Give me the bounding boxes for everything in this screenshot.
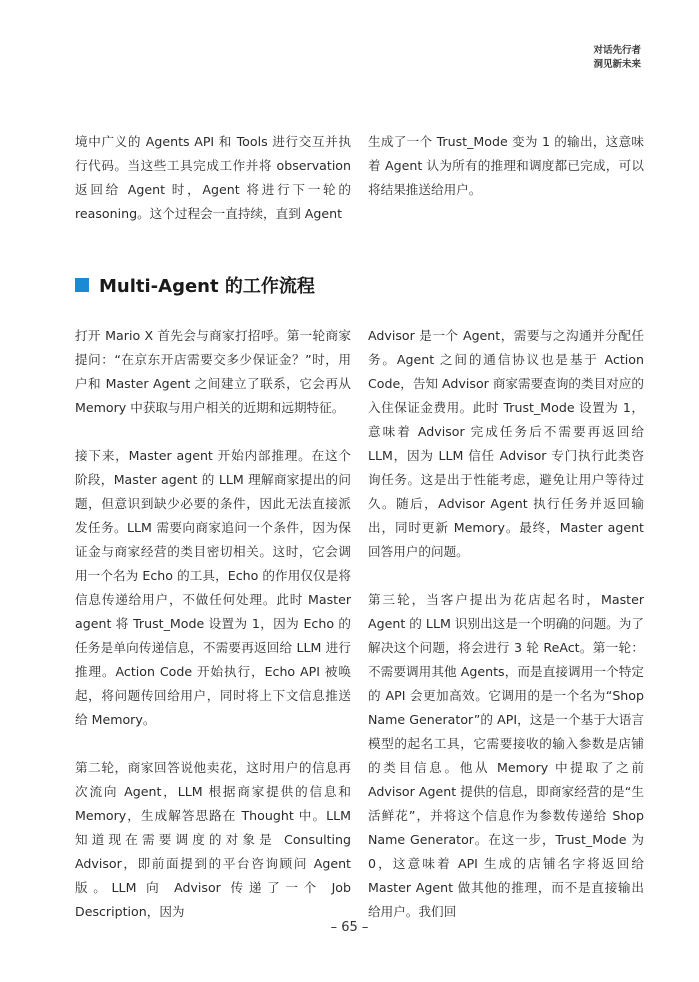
header-line-1: 对话先行者	[593, 45, 641, 56]
header-line-2: 洞见新未来	[593, 59, 641, 70]
paragraph: 接下来，Master agent 开始内部推理。在这个阶段，Master agent 的 LLM 理解商家提出的问题，但意识到缺少必要的条件，因此无法直接派发任务。LLM 需要向商家追问一个条件，因为保证金与商家经营的类目密切相关。这时，它会调用一个名为 Echo 的工具，Echo 的作用仅仅是将信息传递给用户，不做任何处理。此时 Master agent 将 Trust_Mode 设置为 1，因为 Echo 的任务是单向传递信息，不需要再返回给 LLM 进行推理。Action Code 开始执行，Echo API 被唤起，将问题传回给用户，同时将上下文信息推送给 Memory。	[75, 448, 351, 727]
section-square-icon	[75, 278, 89, 292]
page-number: – 65 –	[330, 920, 369, 935]
paragraph: 第二轮，商家回答说他卖花，这时用户的信息再次流向 Agent，LLM 根据商家提供的信息和 Memory，生成解答思路在 Thought 中。LLM 知道现在需要调度的对象是 Consulting Advisor，即前面提到的平台咨询顾问 Agent 版。LLM 向 Advisor 传递了一个 Job Description，因为	[75, 760, 351, 919]
intro-right-column	[368, 130, 644, 202]
body-left-column	[75, 324, 351, 924]
paragraph: Advisor 是一个 Agent，需要与之沟通并分配任务。Agent 之间的通信协议也是基于 Action Code，告知 Advisor 商家需要查询的类目对应的入住保证金费用。此时 Trust_Mode 设置为 1，意味着 Advisor 完成任务后不需要再返回给 LLM，因为 LLM 信任 Advisor 专门执行此类咨询任务。这是出于性能考虑，避免让用户等待过久。随后，Advisor Agent 执行任务并返回输出，同时更新 Memory。最终，Master agent 回答用户的问题。	[368, 328, 644, 559]
section-title: Multi-Agent 的工作流程	[99, 276, 315, 297]
intro-left-column	[75, 130, 351, 226]
paragraph: 打开 Mario X 首先会与商家打招呼。第一轮商家提问：“在京东开店需要交多少保证金？”时，用户和 Master Agent 之间建立了联系，它会再从 Memory 中获取与用户相关的近期和远期特征。	[75, 328, 351, 415]
running-header	[593, 44, 641, 72]
paragraph: 第三轮，当客户提出为花店起名时，Master Agent 的 LLM 识别出这是一个明确的问题。为了解决这个问题，将会进行 3 轮 ReAct。第一轮：不需要调用其他 Agents，而是直接调用一个特定的 API 会更加高效。它调用的是一个名为“Shop Name Generator”的 API，这是一个基于大语言模型的起名工具，它需要接收的输入参数是店铺的类目信息。他从 Memory 中提取了之前 Advisor Agent 提供的信息，即商家经营的是“生活鲜花”，并将这个信息作为参数传递给 Shop Name Generator。在这一步，Trust_Mode 为 0，这意味着 API 生成的店铺名字将返回给 Master Agent 做其他的推理，而不是直接输出给用户。我们回	[368, 592, 644, 919]
body-right-column	[368, 324, 644, 924]
intro-right-paragraph: 生成了一个 Trust_Mode 变为 1 的输出，这意味着 Agent 认为所有的推理和调度都已完成，可以将结果推送给用户。	[368, 134, 644, 197]
intro-left-paragraph: 境中广义的 Agents API 和 Tools 进行交互并执行代码。当这些工具完成工作并将 observation 返回给 Agent 时，Agent 将进行下一轮的 reasoning。这个过程会一直持续，直到 Agent	[75, 134, 351, 221]
section-heading	[75, 272, 315, 298]
